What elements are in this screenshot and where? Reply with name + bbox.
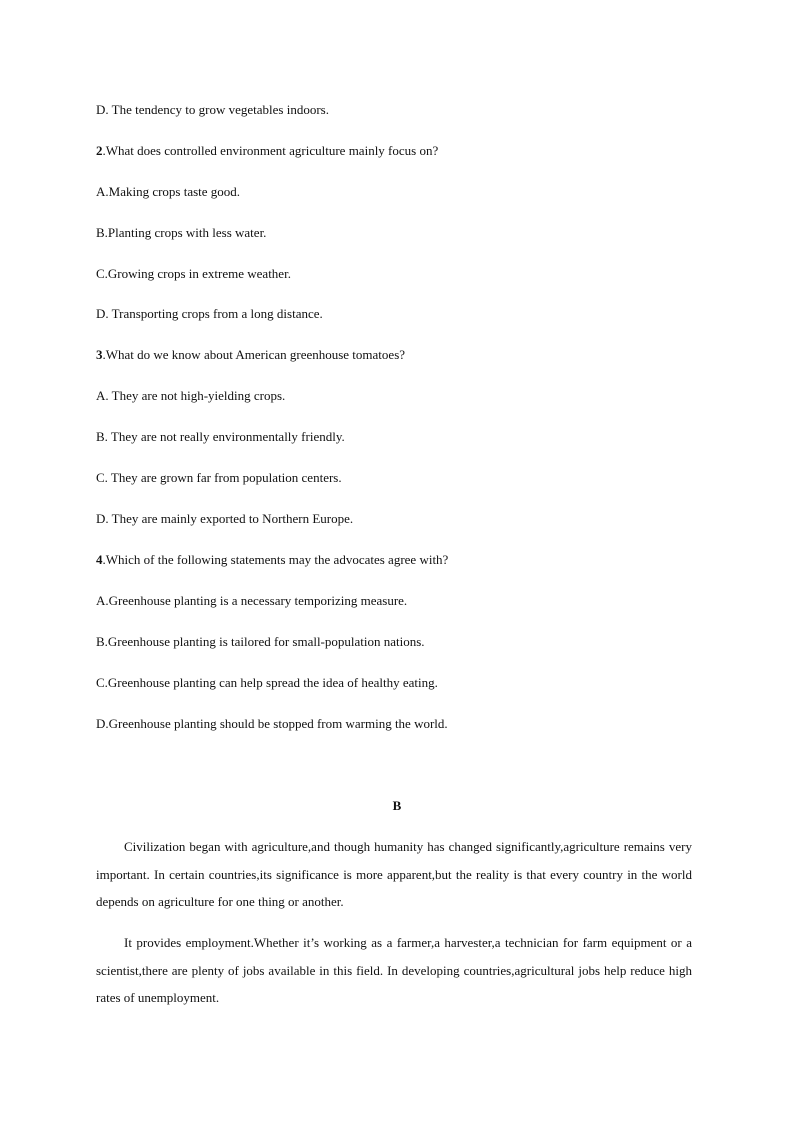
question-4-option-a: A.Greenhouse planting is a necessary temporizing measure. xyxy=(96,593,408,608)
question-4 xyxy=(96,552,448,568)
question-2-option-c: C.Growing crops in extreme weather. xyxy=(96,266,291,281)
question-4-stem: .Which of the following statements may the advocates agree with? xyxy=(102,552,449,567)
question-2-option-a: A.Making crops taste good. xyxy=(96,184,241,199)
question-3-option-c: C. They are grown far from population centers. xyxy=(96,470,342,485)
question-3 xyxy=(96,347,405,363)
question-3-option-a: A. They are not high-yielding crops. xyxy=(96,388,286,403)
question-3-number: 3 xyxy=(96,347,103,362)
question-2-option-b: B.Planting crops with less water. xyxy=(96,225,267,240)
question-3-option-d: D. They are mainly exported to Northern Europe. xyxy=(96,511,354,526)
question-2 xyxy=(96,143,438,159)
question-2-stem: .What does controlled environment agriculture mainly focus on? xyxy=(102,143,439,158)
section-b-heading: B xyxy=(392,798,402,813)
question-4-option-c: C.Greenhouse planting can help spread the idea of healthy eating. xyxy=(96,675,438,690)
question-4-number: 4 xyxy=(96,552,103,567)
question-4-option-d: D.Greenhouse planting should be stopped from warming the world. xyxy=(96,716,448,731)
question-3-stem: .What do we know about American greenhouse tomatoes? xyxy=(102,347,406,362)
section-b-paragraph-2: It provides employment.Whether it’s working as a farmer,a harvester,a technician for farm equipment or a scientist,there are plenty of jobs available in this field. In developing countries,agricultural jobs help reduce high rates of unemployment. xyxy=(96,935,692,1005)
section-b-paragraph-1: Civilization began with agriculture,and though humanity has changed significantly,agriculture remains very important. In certain countries,its significance is more apparent,but the reality is that every country in the world depends on agriculture for one thing or another. xyxy=(96,839,692,909)
question-2-number: 2 xyxy=(96,143,103,158)
question-4-option-b: B.Greenhouse planting is tailored for small-population nations. xyxy=(96,634,425,649)
question-2-option-d: D. Transporting crops from a long distance. xyxy=(96,306,323,321)
question-3-option-b: B. They are not really environmentally friendly. xyxy=(96,429,345,444)
q1-option-d: D. The tendency to grow vegetables indoors. xyxy=(96,102,329,117)
